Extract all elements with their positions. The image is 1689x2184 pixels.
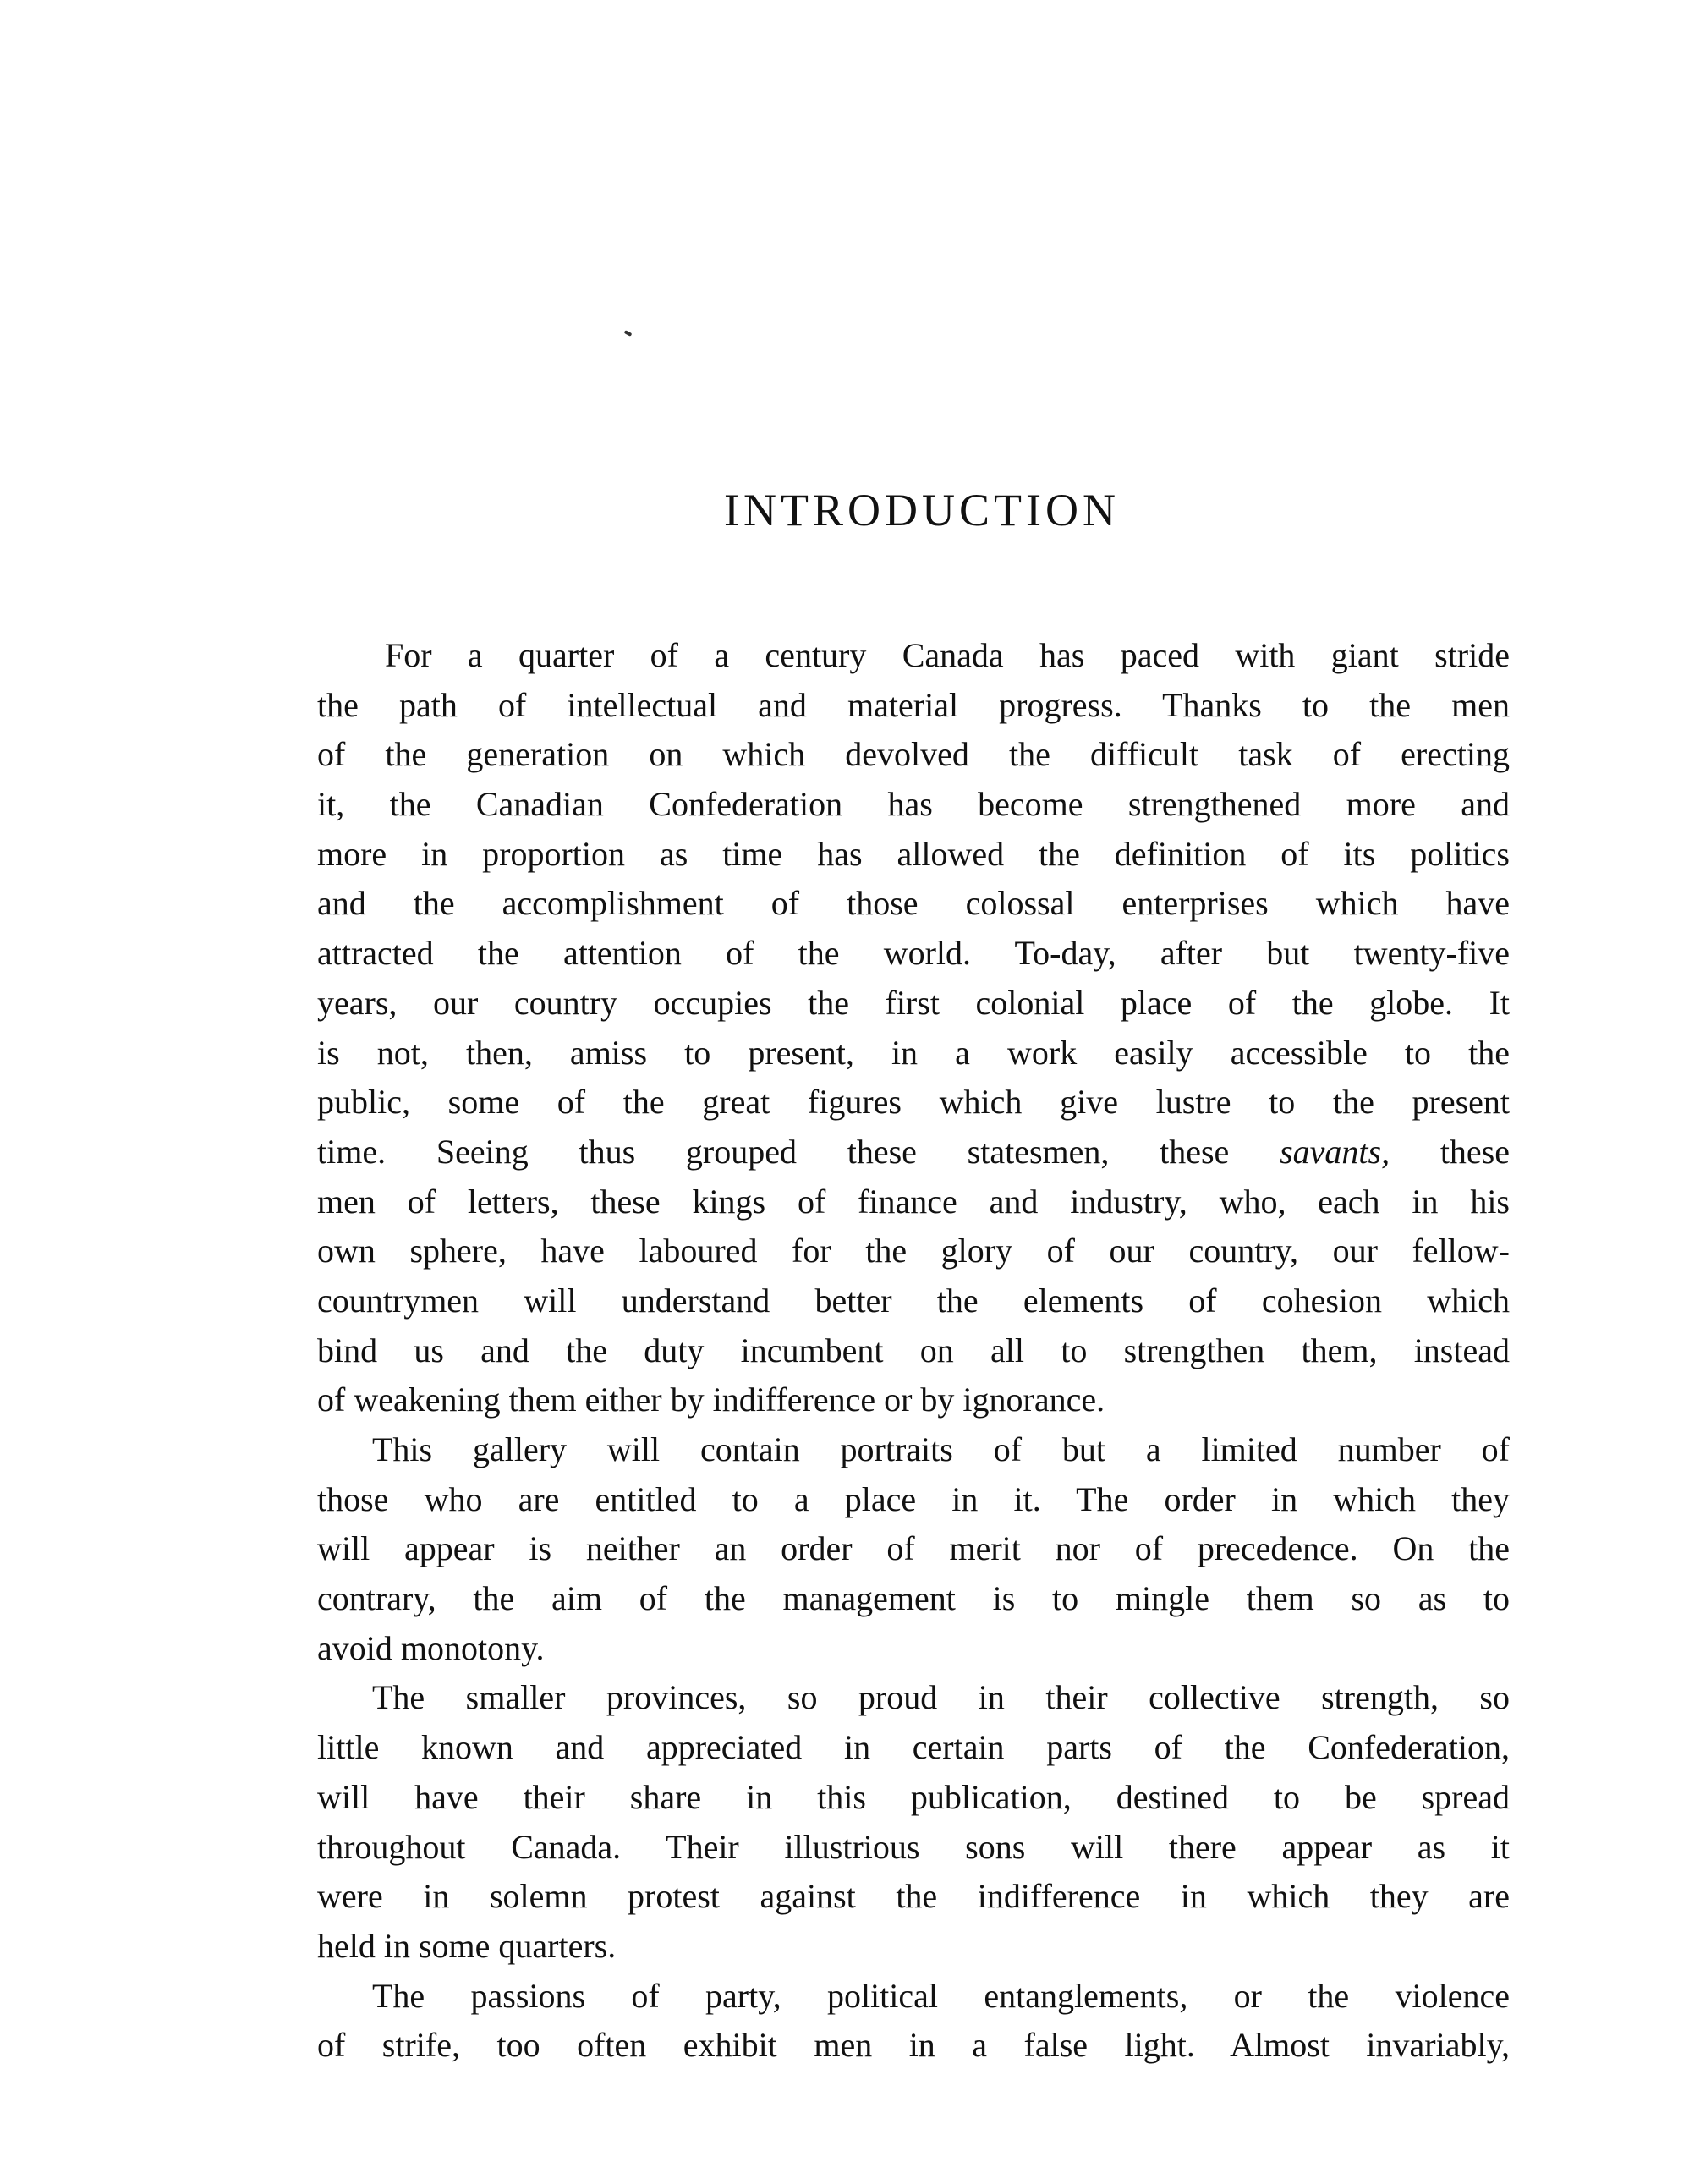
text-line: it, the Canadian Confederation has become strengthened more and	[317, 785, 1510, 824]
text-line-segment: these	[1439, 1132, 1510, 1171]
text-line: will have their share in this publication, destined to be spread	[317, 1777, 1510, 1816]
text-line: the path of intellectual and material progress. Thanks to the men	[317, 685, 1510, 724]
text-line: public, some of the great figures which give lustre to the present	[317, 1083, 1510, 1122]
text-line: is not, then, amiss to present, in a work easily accessible to the	[317, 1033, 1510, 1072]
text-line: countrymen will understand better the elements of cohesion which	[317, 1281, 1510, 1320]
text-line: held in some quarters.	[317, 1926, 617, 1965]
text-line: of strife, too often exhibit men in a false light. Almost invariably,	[317, 2026, 1510, 2065]
text-line: The smaller provinces, so proud in their collective strength, so	[372, 1678, 1510, 1717]
text-line: This gallery will contain portraits of but a limited number of	[372, 1430, 1510, 1468]
text-line-segment: time. Seeing thus grouped these statesmen, these	[317, 1132, 1230, 1171]
italic-word: savants,	[1280, 1132, 1390, 1171]
text-line: were in solemn protest against the indifference in which they are	[317, 1877, 1510, 1916]
text-line: attracted the attention of the world. To-day, after but twenty-five	[317, 934, 1510, 973]
text-line: For a quarter of a century Canada has paced with giant stride	[385, 636, 1510, 674]
page-title: INTRODUCTION	[724, 485, 1120, 535]
text-line: of the generation on which devolved the difficult task of erecting	[317, 735, 1510, 774]
text-line: of weakening them either by indifference or by ignorance.	[317, 1380, 1105, 1419]
text-line: will appear is neither an order of merit nor of precedence. On the	[317, 1529, 1510, 1568]
text-line: more in proportion as time has allowed the definition of its politics	[317, 834, 1510, 873]
introduction-body	[317, 631, 1510, 2071]
text-line: avoid monotony.	[317, 1628, 545, 1667]
text-line: contrary, the aim of the management is to mingle them so as to	[317, 1579, 1510, 1618]
text-line: bind us and the duty incumbent on all to strengthen them, instead	[317, 1331, 1510, 1369]
text-line: those who are entitled to a place in it. The order in which they	[317, 1479, 1510, 1518]
text-line: own sphere, have laboured for the glory of our country, our fellow-	[317, 1232, 1510, 1270]
text-line: years, our country occupies the first colonial place of the globe. It	[317, 983, 1510, 1022]
text-line	[317, 1128, 1510, 1177]
text-line: and the accomplishment of those colossal enterprises which have	[317, 884, 1510, 923]
text-line: throughout Canada. Their illustrious sons will there appear as it	[317, 1827, 1510, 1866]
ink-speck	[624, 330, 633, 337]
text-line: little known and appreciated in certain parts of the Confederation,	[317, 1728, 1510, 1767]
text-line: men of letters, these kings of finance and industry, who, each in his	[317, 1182, 1510, 1221]
text-line: The passions of party, political entanglements, or the violence	[372, 1976, 1510, 2015]
